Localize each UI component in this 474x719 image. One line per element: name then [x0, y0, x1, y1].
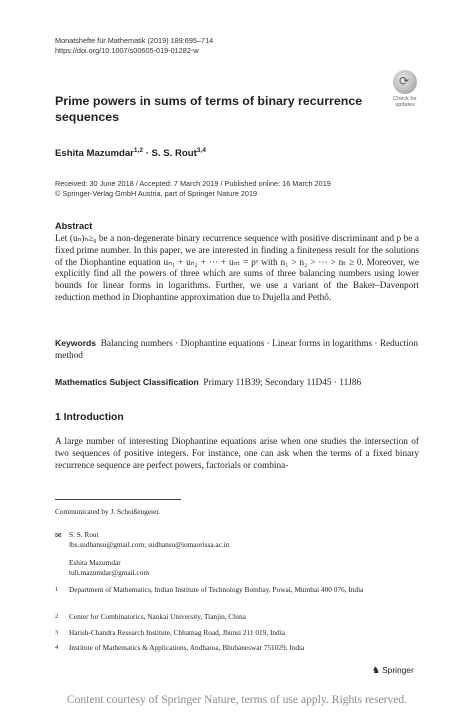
affiliation-number: 2	[55, 613, 59, 620]
communicated-by: Communicated by J. Schoißengeier.	[55, 507, 161, 516]
author-separator: ·	[142, 148, 152, 160]
author-name: Eshita Mazumdar	[55, 148, 134, 160]
publication-dates	[55, 179, 331, 199]
abstract-text: Let (uₙ)ₙ≥₀ be a non-degenerate binary recurrence sequence with positive discriminant and p be a fixed prime number. In this paper, we are interested in finding a finiteness result for the solutions of the Diophantine equation uₙ₁ + uₙ₂ + ··· + uₙₜ = pᶻ with n₁ > n₂ > ··· > nₜ ≥ 0. Moreover, we explicitly find all the powers of three which are sums of three balancing numbers using lower bounds for linear forms in logarithms. Further, we use a variant of the Baker–Davenport reduction method in Diophantine approximation due to Dujella and Pethő.	[55, 234, 419, 303]
springer-horse-icon: ♞	[372, 666, 381, 676]
envelope-icon: ✉	[55, 531, 62, 540]
check-for-updates-badge[interactable]	[390, 70, 420, 108]
contact-email[interactable]: lbs.sudhansu@gmail.com; sudhansu@iomaorissa.ac.in	[69, 540, 230, 549]
keywords-text: Balancing numbers · Diophantine equations · Linear forms in logarithms · Reduction method	[55, 339, 419, 361]
contact-email[interactable]: tuli.mazumdar@gmail.com	[69, 568, 150, 577]
abstract-heading: Abstract	[55, 221, 93, 231]
section-heading: 1 Introduction	[55, 412, 124, 423]
contact-name: Eshita Mazumdar	[69, 558, 121, 567]
affiliation-number: 4	[55, 644, 59, 651]
badge-line1: Check for	[393, 96, 417, 102]
publisher-logo	[372, 665, 414, 676]
journal-line: Monatshefte für Mathematik (2019) 189:695–714	[55, 36, 214, 45]
footnote-divider	[55, 499, 181, 500]
history-dates: Received: 30 June 2018 / Accepted: 7 March 2019 / Published online: 16 March 2019	[55, 179, 331, 188]
author-affiliation-marker: 1,2	[133, 147, 143, 154]
affiliation-text: Department of Mathematics, Indian Institute of Technology Bombay, Powai, Mumbai 400 076, India	[69, 585, 364, 594]
affiliation-text: Institute of Mathematics & Applications, Andharua, Bhubaneswar 751029, India	[69, 643, 305, 652]
section-text: A large number of interesting Diophantine equations arise when one studies the intersection of two sequences of positive integers. For instance, one can ask when the terms of a fixed binary recurrence sequence are perfect powers, factorials or combina-	[55, 437, 419, 471]
keywords-label: Keywords	[55, 338, 97, 348]
crossmark-icon: ⟳	[393, 70, 417, 94]
doi-link[interactable]: https://doi.org/10.1007/s00605-019-01282-w	[55, 46, 199, 55]
copyright-line: © Springer-Verlag GmbH Austria, part of Springer Nature 2019	[55, 189, 258, 199]
author-list	[55, 147, 206, 159]
paper-title: Prime powers in sums of terms of binary recurrence sequences	[55, 94, 363, 124]
contact-name: S. S. Rout	[69, 530, 99, 539]
affiliation-number: 3	[55, 629, 59, 636]
msc-label: Mathematics Subject Classification	[55, 377, 199, 387]
subject-classification	[55, 377, 419, 390]
courtesy-footer: Content courtesy of Springer Nature, terms of use apply. Rights reserved.	[66, 693, 408, 706]
keywords	[55, 338, 419, 363]
badge-line2: updates	[395, 102, 415, 109]
affiliation-number: 1	[55, 586, 59, 593]
msc-text: Primary 11B39; Secondary 11D45 · 11J86	[203, 378, 362, 388]
publisher-name: Springer	[382, 665, 414, 675]
author-affiliation-marker: 3,4	[196, 147, 206, 154]
author-name: S. S. Rout	[151, 148, 197, 160]
affiliation-text: Center for Combinatorics, Nankai University, Tianjin, China	[69, 612, 246, 621]
journal-citation	[55, 36, 213, 56]
affiliation-text: Harish-Chandra Research Institute, Chhatnag Road, Jhunsi 211 019, India	[69, 628, 285, 637]
